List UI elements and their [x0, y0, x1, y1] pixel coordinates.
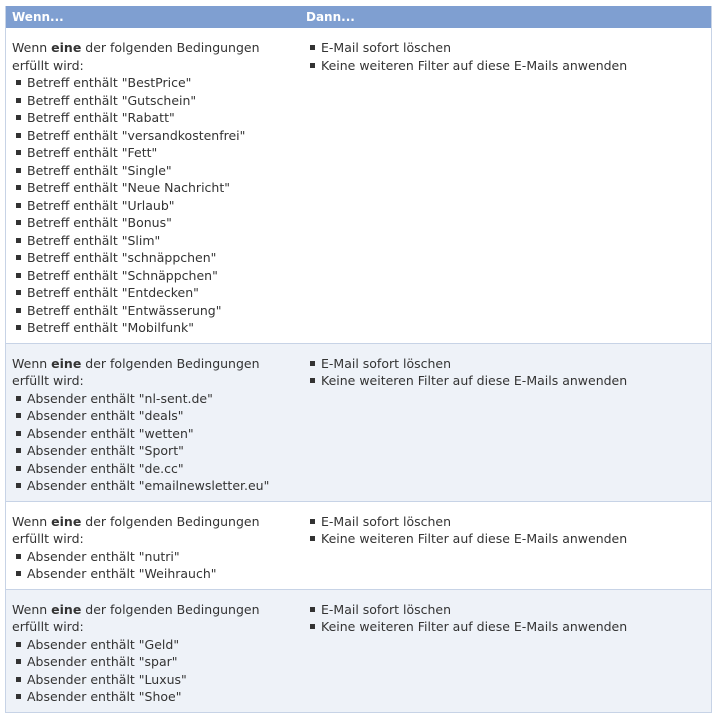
- filter-rule-row: [6, 590, 711, 712]
- rule-conditions: [6, 355, 300, 495]
- bullet-icon: [310, 536, 315, 541]
- bullet-icon: [16, 203, 21, 208]
- bullet-icon: [16, 642, 21, 647]
- bullet-icon: [16, 255, 21, 260]
- filter-rule-row: [6, 28, 711, 344]
- rule-conditions: [6, 601, 300, 706]
- table-header: [6, 6, 711, 28]
- condition-text: Absender enthält "spar": [27, 654, 178, 669]
- rules-list: [6, 28, 711, 712]
- bullet-icon: [16, 396, 21, 401]
- bullet-icon: [16, 290, 21, 295]
- action-item: [306, 355, 711, 373]
- condition-item: [12, 477, 300, 495]
- bullet-icon: [16, 554, 21, 559]
- condition-text: Betreff enthält "schnäppchen": [27, 250, 217, 265]
- condition-text: Absender enthält "Sport": [27, 443, 184, 458]
- condition-text: Betreff enthält "Entdecken": [27, 285, 199, 300]
- condition-intro-line2: erfüllt wird:: [12, 57, 84, 73]
- bullet-icon: [16, 80, 21, 85]
- intro-suffix: der folgenden Bedingungen: [85, 40, 260, 55]
- intro-suffix: der folgenden Bedingungen: [85, 601, 260, 617]
- condition-intro-line2: erfüllt wird:: [12, 531, 84, 546]
- condition-text: Betreff enthält "Bonus": [27, 215, 172, 230]
- bullet-icon: [16, 168, 21, 173]
- action-text: E-Mail sofort löschen: [321, 40, 452, 55]
- intro-keyword: eine: [51, 40, 82, 55]
- condition-text: Absender enthält "deals": [27, 408, 184, 423]
- action-item: [306, 601, 711, 619]
- rule-actions: [300, 355, 711, 495]
- condition-text: Betreff enthält "versandkostenfrei": [27, 127, 246, 143]
- condition-text: Betreff enthält "BestPrice": [27, 75, 192, 90]
- condition-item: [12, 460, 300, 478]
- condition-intro-line2: erfüllt wird:: [12, 619, 84, 634]
- condition-item: [12, 653, 300, 671]
- condition-item: [12, 74, 300, 92]
- condition-text: Absender enthält "nutri": [27, 548, 180, 564]
- condition-item: [12, 92, 300, 110]
- action-text: Keine weiteren Filter auf diese E-Mails anwenden: [321, 619, 628, 634]
- header-then: Dann...: [306, 10, 355, 24]
- intro-suffix: der folgenden Bedingungen: [85, 513, 260, 529]
- bullet-icon: [16, 466, 21, 471]
- condition-text: Betreff enthält "Gutschein": [27, 92, 197, 108]
- action-text: E-Mail sofort löschen: [321, 513, 452, 529]
- condition-item: [12, 407, 300, 425]
- condition-text: Betreff enthält "Slim": [27, 232, 161, 248]
- condition-text: Betreff enthält "Fett": [27, 145, 158, 160]
- condition-item: [12, 390, 300, 408]
- bullet-icon: [16, 115, 21, 120]
- condition-intro-line: [12, 513, 300, 531]
- bullet-icon: [16, 448, 21, 453]
- condition-item: [12, 162, 300, 180]
- condition-item: [12, 319, 300, 337]
- intro-prefix: Wenn: [12, 601, 48, 617]
- condition-item: [12, 214, 300, 232]
- bullet-icon: [16, 98, 21, 103]
- condition-text: Absender enthält "emailnewsletter.eu": [27, 478, 270, 493]
- bullet-icon: [310, 607, 315, 612]
- condition-item: [12, 127, 300, 145]
- condition-item: [12, 302, 300, 320]
- condition-item: [12, 284, 300, 302]
- bullet-icon: [16, 220, 21, 225]
- intro-prefix: Wenn: [12, 40, 48, 55]
- condition-item: [12, 688, 300, 706]
- condition-text: Absender enthält "Weihrauch": [27, 566, 217, 581]
- condition-text: Absender enthält "Geld": [27, 636, 180, 652]
- bullet-icon: [16, 150, 21, 155]
- bullet-icon: [16, 185, 21, 190]
- action-item: [306, 530, 711, 548]
- bullet-icon: [16, 677, 21, 682]
- condition-text: Absender enthält "Shoe": [27, 689, 182, 704]
- bullet-icon: [310, 63, 315, 68]
- bullet-icon: [310, 361, 315, 366]
- bullet-icon: [16, 273, 21, 278]
- bullet-icon: [16, 308, 21, 313]
- intro-prefix: Wenn: [12, 513, 48, 529]
- bullet-icon: [310, 519, 315, 524]
- condition-item: [12, 565, 300, 583]
- action-item: [306, 372, 711, 390]
- filter-rule-row: [6, 502, 711, 590]
- bullet-icon: [310, 378, 315, 383]
- intro-suffix: der folgenden Bedingungen: [85, 355, 260, 371]
- condition-item: [12, 144, 300, 162]
- condition-text: Betreff enthält "Mobilfunk": [27, 320, 195, 335]
- rule-conditions: [6, 39, 300, 337]
- rule-actions: [300, 39, 711, 337]
- condition-intro-line2: erfüllt wird:: [12, 373, 84, 388]
- condition-text: Absender enthält "de.cc": [27, 460, 184, 476]
- action-text: Keine weiteren Filter auf diese E-Mails anwenden: [321, 373, 628, 388]
- bullet-icon: [16, 659, 21, 664]
- condition-item: [12, 109, 300, 127]
- bullet-icon: [310, 624, 315, 629]
- bullet-icon: [16, 413, 21, 418]
- action-text: Keine weiteren Filter auf diese E-Mails anwenden: [321, 531, 628, 546]
- bullet-icon: [16, 238, 21, 243]
- action-text: E-Mail sofort löschen: [321, 601, 452, 617]
- condition-item: [12, 267, 300, 285]
- condition-intro-line: [12, 39, 300, 57]
- intro-keyword: eine: [51, 601, 82, 617]
- condition-item: [12, 425, 300, 443]
- filter-rules-table: [5, 6, 712, 713]
- intro-keyword: eine: [51, 355, 82, 371]
- bullet-icon: [16, 325, 21, 330]
- condition-item: [12, 636, 300, 654]
- action-item: [306, 39, 711, 57]
- intro-prefix: Wenn: [12, 355, 48, 371]
- condition-item: [12, 249, 300, 267]
- bullet-icon: [16, 133, 21, 138]
- condition-intro-line: [12, 601, 300, 619]
- action-text: Keine weiteren Filter auf diese E-Mails anwenden: [321, 57, 628, 73]
- condition-text: Betreff enthält "Urlaub": [27, 197, 175, 213]
- bullet-icon: [310, 45, 315, 50]
- condition-item: [12, 671, 300, 689]
- condition-text: Betreff enthält "Schnäppchen": [27, 267, 218, 283]
- action-text: E-Mail sofort löschen: [321, 355, 452, 371]
- filter-rule-row: [6, 344, 711, 502]
- bullet-icon: [16, 571, 21, 576]
- condition-text: Absender enthält "Luxus": [27, 671, 187, 687]
- bullet-icon: [16, 694, 21, 699]
- condition-text: Absender enthält "wetten": [27, 425, 194, 441]
- action-item: [306, 513, 711, 531]
- condition-intro-line: [12, 355, 300, 373]
- bullet-icon: [16, 483, 21, 488]
- header-if: Wenn...: [12, 10, 64, 24]
- condition-text: Betreff enthält "Neue Nachricht": [27, 180, 230, 195]
- condition-item: [12, 548, 300, 566]
- condition-text: Betreff enthält "Entwässerung": [27, 302, 222, 318]
- rule-actions: [300, 601, 711, 706]
- condition-text: Betreff enthält "Rabatt": [27, 110, 175, 125]
- action-item: [306, 618, 711, 636]
- bullet-icon: [16, 431, 21, 436]
- rule-actions: [300, 513, 711, 583]
- condition-text: Absender enthält "nl-sent.de": [27, 390, 213, 406]
- condition-item: [12, 179, 300, 197]
- condition-item: [12, 197, 300, 215]
- action-item: [306, 57, 711, 75]
- condition-text: Betreff enthält "Single": [27, 162, 172, 178]
- rule-conditions: [6, 513, 300, 583]
- condition-item: [12, 442, 300, 460]
- intro-keyword: eine: [51, 513, 82, 529]
- condition-item: [12, 232, 300, 250]
